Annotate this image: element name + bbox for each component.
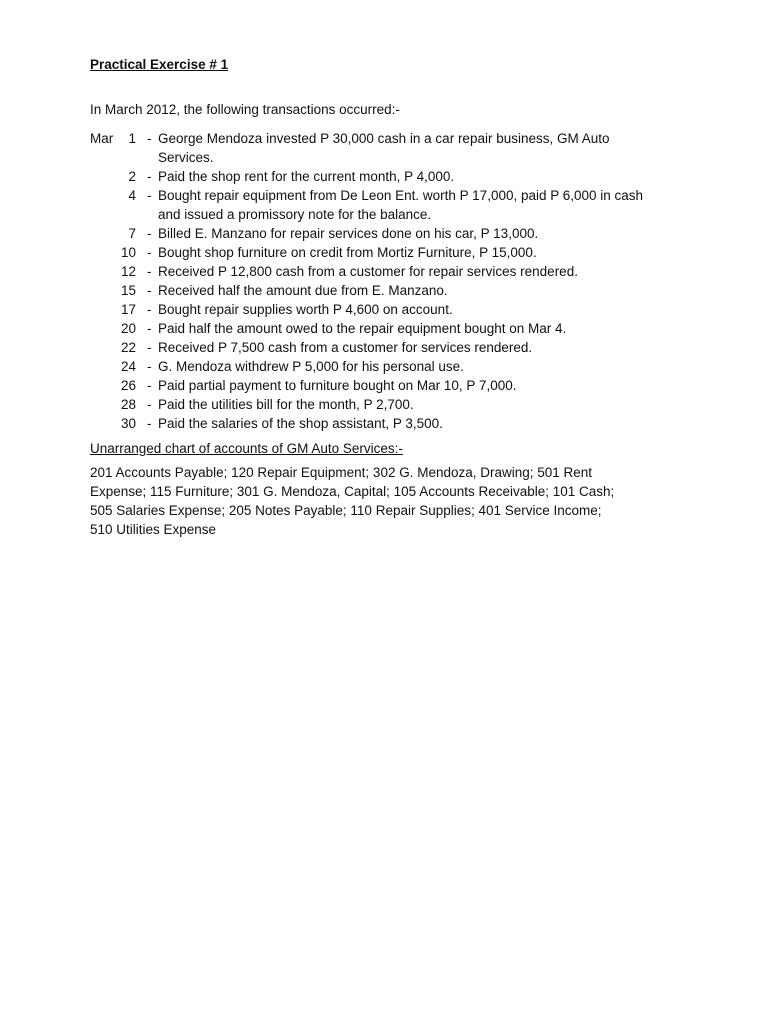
transaction-description: Bought repair supplies worth P 4,600 on account. — [158, 302, 453, 317]
chart-of-accounts-line: Expense; 115 Furniture; 301 G. Mendoza, Capital; 105 Accounts Receivable; 101 Cash; — [90, 484, 615, 499]
transaction-dash: - — [147, 169, 152, 184]
transaction-row — [90, 357, 650, 376]
transaction-dash: - — [147, 245, 152, 260]
transaction-day: 28 — [120, 397, 136, 412]
transaction-day: 7 — [128, 226, 136, 241]
transaction-dash: - — [147, 340, 152, 355]
transaction-dash: - — [147, 131, 152, 146]
page-title: Practical Exercise # 1 — [90, 57, 229, 72]
transaction-description: Bought shop furniture on credit from Mortiz Furniture, P 15,000. — [158, 245, 537, 260]
transaction-dash: - — [147, 226, 152, 241]
chart-of-accounts-line: 510 Utilities Expense — [90, 522, 217, 537]
transaction-row — [90, 186, 650, 224]
transaction-row — [90, 167, 650, 186]
transaction-list — [90, 129, 650, 433]
transaction-day: 4 — [128, 188, 136, 203]
transaction-row — [90, 414, 650, 433]
transaction-description: Received half the amount due from E. Manzano. — [158, 283, 448, 298]
transaction-description: Paid the shop rent for the current month, P 4,000. — [158, 169, 455, 184]
transaction-row — [90, 243, 650, 262]
transaction-description: Paid partial payment to furniture bought on Mar 10, P 7,000. — [158, 378, 517, 393]
chart-of-accounts-line: 505 Salaries Expense; 205 Notes Payable; 110 Repair Supplies; 401 Service Income; — [90, 503, 602, 518]
transaction-day: 10 — [120, 245, 136, 260]
transaction-day: 12 — [120, 264, 136, 279]
transaction-row — [90, 338, 650, 357]
chart-of-accounts-heading: Unarranged chart of accounts of GM Auto Services:- — [90, 441, 403, 456]
transaction-month: Mar — [90, 131, 114, 146]
intro-text: In March 2012, the following transactions occurred:- — [90, 102, 400, 117]
transaction-row — [90, 129, 650, 167]
transaction-day: 1 — [128, 131, 136, 146]
transaction-row — [90, 224, 650, 243]
transaction-row — [90, 300, 650, 319]
transaction-dash: - — [147, 359, 152, 374]
transaction-day: 20 — [120, 321, 136, 336]
transaction-day: 22 — [120, 340, 136, 355]
transaction-description: Received P 7,500 cash from a customer for services rendered. — [158, 340, 533, 355]
transaction-day: 24 — [120, 359, 136, 374]
transaction-description: Received P 12,800 cash from a customer for repair services rendered. — [158, 264, 578, 279]
transaction-dash: - — [147, 378, 152, 393]
transaction-dash: - — [147, 321, 152, 336]
transaction-row — [90, 281, 650, 300]
transaction-description: Bought repair equipment from De Leon Ent. worth P 17,000, paid P 6,000 in cash and issued a promissory note for the balance. — [158, 188, 644, 222]
transaction-day: 26 — [120, 378, 136, 393]
chart-of-accounts-line: 201 Accounts Payable; 120 Repair Equipment; 302 G. Mendoza, Drawing; 501 Rent — [90, 465, 593, 480]
transaction-day: 17 — [120, 302, 136, 317]
chart-of-accounts-body — [90, 463, 650, 539]
transaction-row — [90, 262, 650, 281]
transaction-dash: - — [147, 397, 152, 412]
transaction-dash: - — [147, 283, 152, 298]
transaction-dash: - — [147, 416, 152, 431]
transaction-dash: - — [147, 264, 152, 279]
transaction-dash: - — [147, 302, 152, 317]
transaction-day: 2 — [128, 169, 136, 184]
transaction-dash: - — [147, 188, 152, 203]
transaction-row — [90, 395, 650, 414]
transaction-description: Paid half the amount owed to the repair equipment bought on Mar 4. — [158, 321, 567, 336]
transaction-description: Billed E. Manzano for repair services done on his car, P 13,000. — [158, 226, 539, 241]
transaction-description: Paid the utilities bill for the month, P 2,700. — [158, 397, 414, 412]
transaction-row — [90, 376, 650, 395]
transaction-day: 30 — [120, 416, 136, 431]
transaction-description: George Mendoza invested P 30,000 cash in a car repair business, GM Auto Services. — [158, 131, 610, 165]
transaction-description: Paid the salaries of the shop assistant, P 3,500. — [158, 416, 443, 431]
transaction-description: G. Mendoza withdrew P 5,000 for his personal use. — [158, 359, 464, 374]
transaction-day: 15 — [120, 283, 136, 298]
transaction-row — [90, 319, 650, 338]
